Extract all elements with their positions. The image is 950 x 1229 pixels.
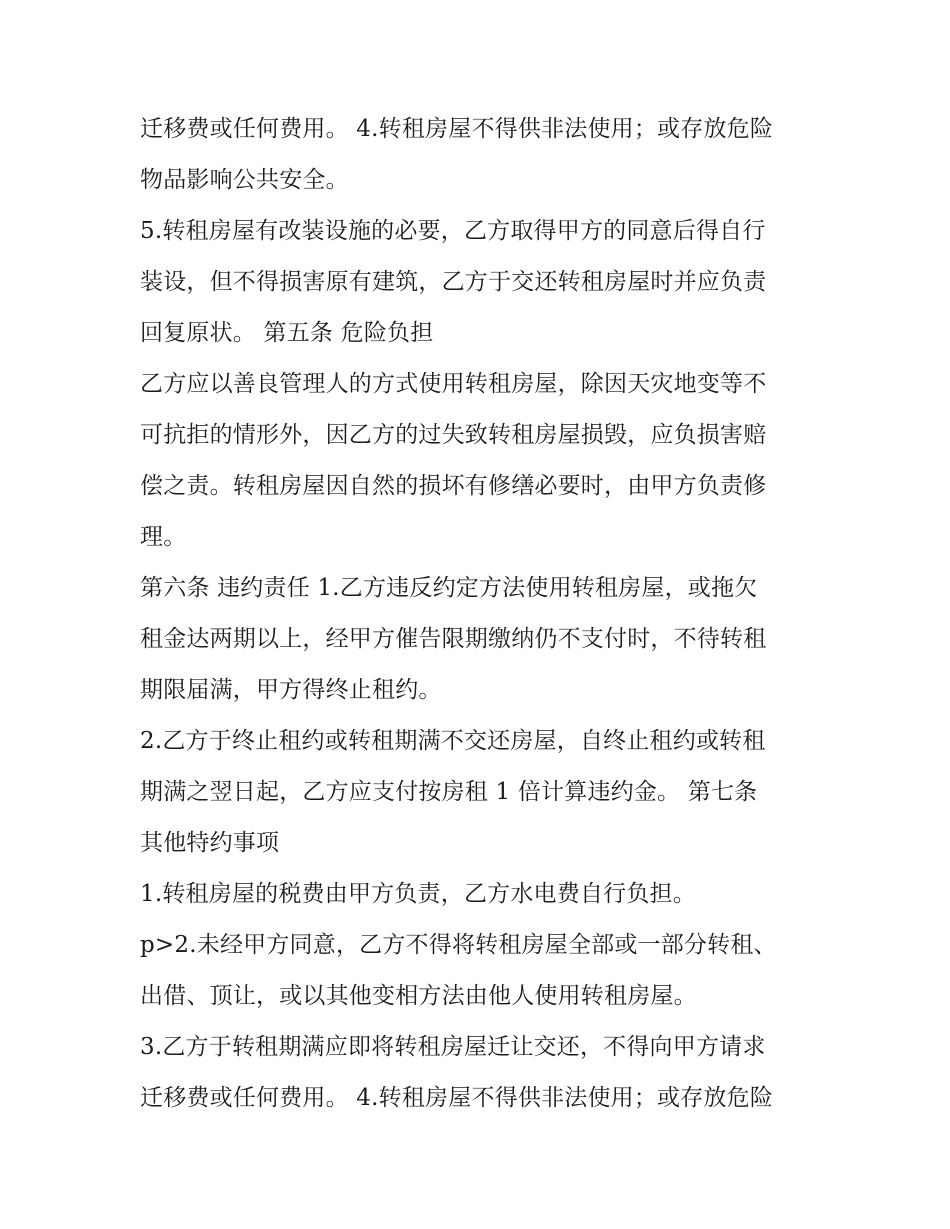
text-line: 期限届满，甲方得终止租约。 [140,677,442,703]
text-line: 其他特约事项 [140,830,280,856]
text-line: 迁移费或任何费用。 4.转租房屋不得供非法使用；或存放危险 [140,1085,774,1111]
text-line: 2.乙方于终止租约或转租期满不交还房屋，自终止租约或转租 [140,728,766,754]
text-line: 迁移费或任何费用。 4.转租房屋不得供非法使用；或存放危险 [140,116,774,142]
document-body [140,104,820,1124]
paragraph [140,104,820,206]
paragraph [140,359,820,563]
text-line: 偿之责。转租房屋因自然的损坏有修缮必要时，由甲方负责修 [140,473,767,499]
text-line: 乙方应以善良管理人的方式使用转租房屋，除因天灾地变等不 [140,371,767,397]
paragraph [140,716,820,869]
text-line: 出借、顶让，或以其他变相方法由他人使用转租房屋。 [140,983,697,1009]
paragraph [140,1022,820,1124]
paragraph [140,920,820,1022]
text-line: 物品影响公共安全。 [140,167,349,193]
text-line: 可抗拒的情形外，因乙方的过失致转租房屋损毁，应负损害赔 [140,422,767,448]
text-line: 3.乙方于转租期满应即将转租房屋迁让交还，不得向甲方请求 [140,1034,766,1060]
paragraph [140,563,820,716]
text-line: 理。 [140,524,187,550]
paragraph [140,869,820,920]
text-line: 租金达两期以上，经甲方催告限期缴纳仍不支付时，不待转租 [140,626,767,652]
text-line: 5.转租房屋有改装设施的必要，乙方取得甲方的同意后得自行 [140,218,766,244]
text-line: 装设，但不得损害原有建筑，乙方于交还转租房屋时并应负责 [140,269,767,295]
text-line: p>2.未经甲方同意，乙方不得将转租房屋全部或一部分转租、 [140,932,777,958]
text-line: 1.转租房屋的税费由甲方负责，乙方水电费自行负担。 [140,881,696,907]
text-line: 回复原状。 第五条 危险负担 [140,320,434,346]
paragraph [140,206,820,359]
text-line: 期满之翌日起，乙方应支付按房租 1 倍计算违约金。 第七条 [140,779,758,805]
text-line: 第六条 违约责任 1.乙方违反约定方法使用转租房屋，或拖欠 [140,575,758,601]
